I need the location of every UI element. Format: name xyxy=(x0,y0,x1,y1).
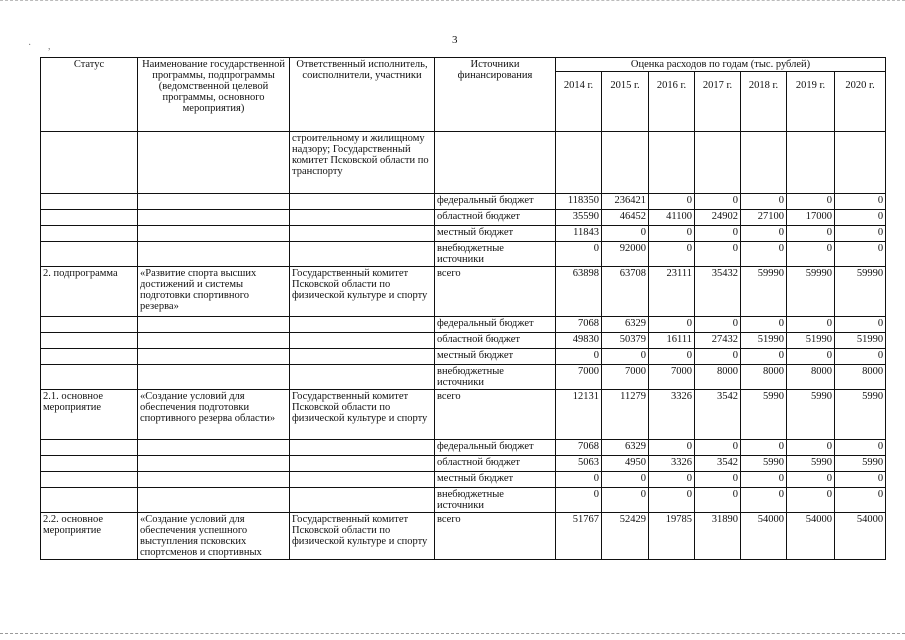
value-cell: 0 xyxy=(602,488,649,513)
header-status: Статус xyxy=(41,58,138,132)
value-cell: 0 xyxy=(695,226,741,242)
value-cell: 59990 xyxy=(787,267,835,317)
value-cell: 27100 xyxy=(741,210,787,226)
value-cell: 0 xyxy=(695,317,741,333)
value-cell: 5990 xyxy=(835,456,886,472)
header-year: 2018 г. xyxy=(741,72,787,132)
responsible-cell: строительному и жилищному надзору; Государственный комитет Псковской области по транспорту xyxy=(290,132,435,194)
header-name: Наименование государственной программы, подпрограммы (ведомственной целевой программы, основного мероприятия) xyxy=(138,58,290,132)
value-cell: 54000 xyxy=(741,513,787,560)
source-cell: местный бюджет xyxy=(435,226,556,242)
table-row xyxy=(41,317,886,333)
status-cell xyxy=(41,132,138,194)
value-cell: 11279 xyxy=(602,390,649,440)
value-cell: 12131 xyxy=(556,390,602,440)
name-cell xyxy=(138,132,290,194)
value-cell: 0 xyxy=(835,488,886,513)
responsible-cell xyxy=(290,472,435,488)
value-cell: 5990 xyxy=(741,456,787,472)
value-cell: 49830 xyxy=(556,333,602,349)
budget-table xyxy=(40,57,886,560)
status-cell: 2.1. основное мероприятие xyxy=(41,390,138,440)
scan-bottom-edge xyxy=(0,633,905,636)
table-row xyxy=(41,513,886,560)
value-cell: 7000 xyxy=(602,365,649,390)
value-cell: 0 xyxy=(602,226,649,242)
value-cell xyxy=(556,132,602,194)
name-cell: «Развитие спорта высших достижений и системы подготовки спортивного резерва» xyxy=(138,267,290,317)
value-cell: 0 xyxy=(741,472,787,488)
value-cell: 0 xyxy=(649,349,695,365)
responsible-cell xyxy=(290,349,435,365)
value-cell: 5063 xyxy=(556,456,602,472)
value-cell: 23111 xyxy=(649,267,695,317)
responsible-cell xyxy=(290,242,435,267)
source-cell: федеральный бюджет xyxy=(435,440,556,456)
value-cell: 63708 xyxy=(602,267,649,317)
value-cell: 0 xyxy=(787,317,835,333)
value-cell: 0 xyxy=(695,488,741,513)
status-cell: 2.2. основное мероприятие xyxy=(41,513,138,560)
status-cell xyxy=(41,456,138,472)
header-estimate: Оценка расходов по годам (тыс. рублей) xyxy=(556,58,886,72)
name-cell xyxy=(138,472,290,488)
status-cell xyxy=(41,349,138,365)
source-cell: местный бюджет xyxy=(435,349,556,365)
source-cell: всего xyxy=(435,267,556,317)
value-cell: 0 xyxy=(695,440,741,456)
value-cell: 59990 xyxy=(835,267,886,317)
value-cell: 8000 xyxy=(787,365,835,390)
value-cell: 5990 xyxy=(787,390,835,440)
value-cell: 0 xyxy=(787,349,835,365)
value-cell: 0 xyxy=(649,472,695,488)
responsible-cell xyxy=(290,226,435,242)
value-cell: 0 xyxy=(835,440,886,456)
scan-top-edge xyxy=(0,0,905,3)
value-cell: 63898 xyxy=(556,267,602,317)
value-cell: 51990 xyxy=(787,333,835,349)
value-cell: 0 xyxy=(649,440,695,456)
source-cell: внебюджетные источники xyxy=(435,242,556,267)
header-year: 2019 г. xyxy=(787,72,835,132)
value-cell: 0 xyxy=(695,349,741,365)
value-cell: 54000 xyxy=(787,513,835,560)
value-cell: 0 xyxy=(741,440,787,456)
value-cell: 50379 xyxy=(602,333,649,349)
value-cell: 0 xyxy=(741,349,787,365)
value-cell: 0 xyxy=(741,194,787,210)
value-cell: 0 xyxy=(787,472,835,488)
value-cell: 0 xyxy=(835,194,886,210)
source-cell: областной бюджет xyxy=(435,333,556,349)
table-row xyxy=(41,333,886,349)
source-cell: федеральный бюджет xyxy=(435,317,556,333)
status-cell xyxy=(41,226,138,242)
table-row xyxy=(41,472,886,488)
responsible-cell xyxy=(290,333,435,349)
value-cell: 54000 xyxy=(835,513,886,560)
status-cell: 2. подпрограмма xyxy=(41,267,138,317)
name-cell xyxy=(138,456,290,472)
table-row xyxy=(41,440,886,456)
value-cell: 0 xyxy=(787,440,835,456)
value-cell: 31890 xyxy=(695,513,741,560)
value-cell: 236421 xyxy=(602,194,649,210)
table-row xyxy=(41,194,886,210)
value-cell: 0 xyxy=(602,472,649,488)
value-cell: 27432 xyxy=(695,333,741,349)
value-cell: 4950 xyxy=(602,456,649,472)
responsible-cell: Государственный комитет Псковской области по физической культуре и спорту xyxy=(290,267,435,317)
value-cell xyxy=(695,132,741,194)
value-cell: 51767 xyxy=(556,513,602,560)
value-cell: 0 xyxy=(556,488,602,513)
status-cell xyxy=(41,194,138,210)
table-row xyxy=(41,242,886,267)
value-cell: 35432 xyxy=(695,267,741,317)
page-number: 3 xyxy=(452,34,458,46)
responsible-cell: Государственный комитет Псковской области по физической культуре и спорту xyxy=(290,513,435,560)
header-year: 2020 г. xyxy=(835,72,886,132)
header-sources: Источники финансирования xyxy=(435,58,556,132)
name-cell xyxy=(138,210,290,226)
value-cell: 0 xyxy=(649,194,695,210)
value-cell: 7068 xyxy=(556,440,602,456)
source-cell: местный бюджет xyxy=(435,472,556,488)
value-cell: 7000 xyxy=(649,365,695,390)
name-cell xyxy=(138,226,290,242)
status-cell xyxy=(41,210,138,226)
value-cell: 0 xyxy=(741,488,787,513)
value-cell: 0 xyxy=(835,242,886,267)
source-cell: областной бюджет xyxy=(435,456,556,472)
table-row xyxy=(41,267,886,317)
name-cell xyxy=(138,317,290,333)
value-cell: 51990 xyxy=(741,333,787,349)
value-cell xyxy=(649,132,695,194)
value-cell: 8000 xyxy=(835,365,886,390)
name-cell: «Создание условий для обеспечения успешного выступления псковских спортсменов и спортивных xyxy=(138,513,290,560)
table-row xyxy=(41,226,886,242)
value-cell: 0 xyxy=(787,194,835,210)
value-cell: 0 xyxy=(787,226,835,242)
value-cell xyxy=(602,132,649,194)
value-cell: 0 xyxy=(835,317,886,333)
source-cell: федеральный бюджет xyxy=(435,194,556,210)
status-cell xyxy=(41,333,138,349)
table-row xyxy=(41,132,886,194)
source-cell: внебюджетные источники xyxy=(435,488,556,513)
value-cell: 92000 xyxy=(602,242,649,267)
value-cell: 0 xyxy=(741,242,787,267)
value-cell xyxy=(741,132,787,194)
header-responsible: Ответственный исполнитель, соисполнители, участники xyxy=(290,58,435,132)
header-year: 2016 г. xyxy=(649,72,695,132)
value-cell: 3326 xyxy=(649,456,695,472)
value-cell: 3542 xyxy=(695,390,741,440)
source-cell: всего xyxy=(435,513,556,560)
value-cell: 0 xyxy=(556,472,602,488)
value-cell: 16111 xyxy=(649,333,695,349)
value-cell: 0 xyxy=(741,317,787,333)
responsible-cell xyxy=(290,488,435,513)
value-cell: 7068 xyxy=(556,317,602,333)
value-cell: 0 xyxy=(835,349,886,365)
table-row xyxy=(41,390,886,440)
value-cell xyxy=(787,132,835,194)
table-row xyxy=(41,349,886,365)
value-cell: 0 xyxy=(695,194,741,210)
budget-table-body xyxy=(41,132,886,560)
value-cell: 0 xyxy=(787,488,835,513)
source-cell: областной бюджет xyxy=(435,210,556,226)
responsible-cell: Государственный комитет Псковской области по физической культуре и спорту xyxy=(290,390,435,440)
value-cell: 0 xyxy=(695,242,741,267)
value-cell: 0 xyxy=(556,349,602,365)
status-cell xyxy=(41,365,138,390)
value-cell: 6329 xyxy=(602,440,649,456)
value-cell: 5990 xyxy=(787,456,835,472)
name-cell xyxy=(138,488,290,513)
responsible-cell xyxy=(290,365,435,390)
status-cell xyxy=(41,242,138,267)
source-cell: всего xyxy=(435,390,556,440)
name-cell xyxy=(138,333,290,349)
scan-speck: , xyxy=(48,41,51,52)
status-cell xyxy=(41,440,138,456)
value-cell: 0 xyxy=(835,210,886,226)
name-cell xyxy=(138,349,290,365)
value-cell: 46452 xyxy=(602,210,649,226)
value-cell: 19785 xyxy=(649,513,695,560)
value-cell: 7000 xyxy=(556,365,602,390)
name-cell xyxy=(138,242,290,267)
status-cell xyxy=(41,488,138,513)
source-cell xyxy=(435,132,556,194)
value-cell: 59990 xyxy=(741,267,787,317)
responsible-cell xyxy=(290,210,435,226)
value-cell: 0 xyxy=(741,226,787,242)
header-year: 2015 г. xyxy=(602,72,649,132)
table-row xyxy=(41,488,886,513)
value-cell: 35590 xyxy=(556,210,602,226)
value-cell: 8000 xyxy=(695,365,741,390)
name-cell xyxy=(138,194,290,210)
table-row xyxy=(41,456,886,472)
value-cell: 5990 xyxy=(835,390,886,440)
name-cell xyxy=(138,440,290,456)
responsible-cell xyxy=(290,440,435,456)
value-cell: 8000 xyxy=(741,365,787,390)
value-cell: 3542 xyxy=(695,456,741,472)
status-cell xyxy=(41,317,138,333)
name-cell: «Создание условий для обеспечения подготовки спортивного резерва области» xyxy=(138,390,290,440)
value-cell: 118350 xyxy=(556,194,602,210)
value-cell: 11843 xyxy=(556,226,602,242)
value-cell: 0 xyxy=(649,242,695,267)
value-cell: 0 xyxy=(556,242,602,267)
header-year: 2014 г. xyxy=(556,72,602,132)
value-cell: 0 xyxy=(649,226,695,242)
header-year: 2017 г. xyxy=(695,72,741,132)
value-cell: 0 xyxy=(835,472,886,488)
value-cell: 0 xyxy=(835,226,886,242)
value-cell: 6329 xyxy=(602,317,649,333)
value-cell: 52429 xyxy=(602,513,649,560)
value-cell: 0 xyxy=(649,317,695,333)
table-row xyxy=(41,365,886,390)
value-cell: 0 xyxy=(695,472,741,488)
value-cell: 0 xyxy=(649,488,695,513)
value-cell: 5990 xyxy=(741,390,787,440)
value-cell: 17000 xyxy=(787,210,835,226)
table-row xyxy=(41,210,886,226)
value-cell xyxy=(835,132,886,194)
value-cell: 3326 xyxy=(649,390,695,440)
value-cell: 51990 xyxy=(835,333,886,349)
value-cell: 0 xyxy=(787,242,835,267)
value-cell: 24902 xyxy=(695,210,741,226)
scan-speck: · xyxy=(28,40,32,51)
value-cell: 41100 xyxy=(649,210,695,226)
name-cell xyxy=(138,365,290,390)
responsible-cell xyxy=(290,317,435,333)
responsible-cell xyxy=(290,194,435,210)
status-cell xyxy=(41,472,138,488)
value-cell: 0 xyxy=(602,349,649,365)
responsible-cell xyxy=(290,456,435,472)
source-cell: внебюджетные источники xyxy=(435,365,556,390)
